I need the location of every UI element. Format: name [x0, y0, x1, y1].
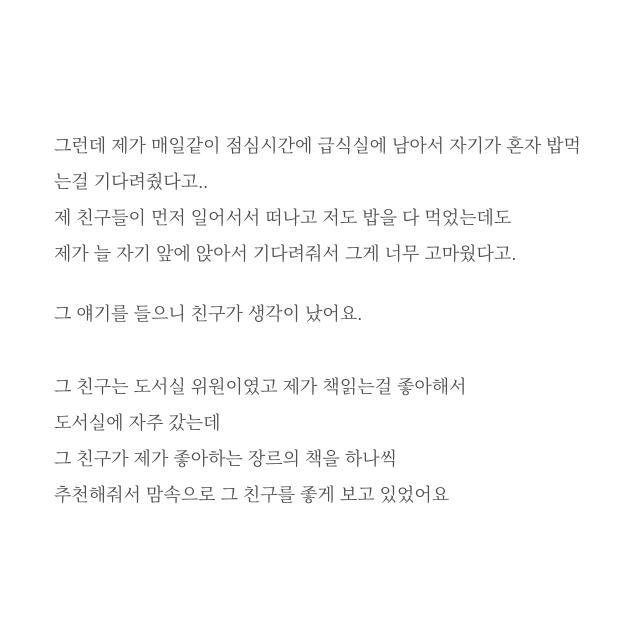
paragraph-remembering-friend [54, 296, 610, 332]
text-line: 도서실에 자주 갔는데 [54, 413, 221, 433]
text-line: 제 친구들이 먼저 일어서서 떠나고 저도 밥을 다 먹었는데도 [54, 208, 512, 228]
text-line: 그런데 제가 매일같이 점심시간에 급식실에 남아서 자기가 혼자 밥먹 [54, 136, 581, 156]
text-line: 그 친구가 제가 좋아하는 장르의 책을 하나씩 [54, 449, 397, 469]
text-line: 그 얘기를 들으니 친구가 생각이 났어요. [54, 304, 363, 324]
text-line: 는걸 기다려줬다고.. [54, 172, 209, 192]
text-line: 그 친구는 도서실 위원이였고 제가 책읽는걸 좋아해서 [54, 377, 467, 397]
paragraph-lunch-story [54, 128, 610, 272]
text-line: 추천해줘서 맘속으로 그 친구를 좋게 보고 있었어요 [54, 485, 450, 505]
post-body [54, 128, 610, 513]
paragraph-library-friend [54, 369, 610, 513]
text-line: 제가 늘 자기 앞에 앉아서 기다려줘서 그게 너무 고마웠다고. [54, 244, 517, 264]
